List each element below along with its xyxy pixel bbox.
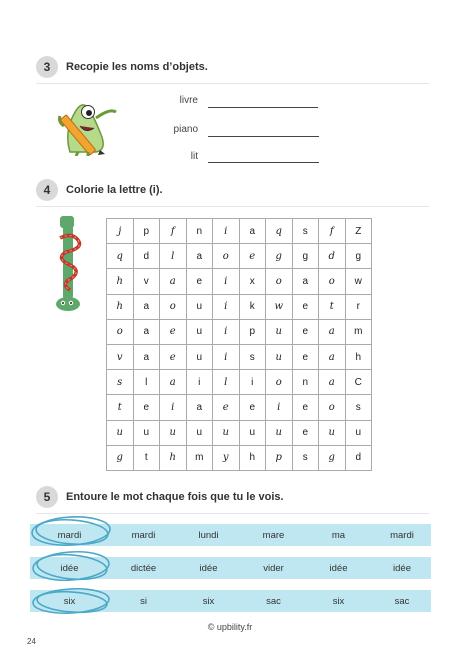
grid-letter-cell[interactable]: f [319,219,346,244]
word-choice[interactable]: dictée [113,557,174,579]
grid-letter-cell[interactable]: s [345,395,372,420]
grid-row [107,319,372,344]
grid-letter-cell[interactable]: o [266,269,293,294]
grid-row [107,269,372,294]
grid-letter-cell[interactable]: i [266,395,293,420]
grid-letter-cell[interactable]: a [186,395,213,420]
word-choice[interactable]: ma [308,524,369,546]
grid-letter-cell[interactable]: a [239,219,266,244]
object-word: piano [173,124,198,135]
letter-grid [106,218,372,471]
grid-letter-cell[interactable]: a [319,319,346,344]
exercise-number-badge: 4 [36,179,58,201]
model-word: six [30,590,109,612]
grid-letter-cell[interactable]: p [133,219,160,244]
word-choice[interactable]: vider [243,557,304,579]
grid-row [107,244,372,269]
grid-letter-cell[interactable]: d [133,244,160,269]
grid-letter-cell[interactable]: m [345,319,372,344]
grid-letter-cell[interactable]: e [239,244,266,269]
grid-letter-cell[interactable]: p [239,319,266,344]
grid-letter-cell[interactable]: y [213,445,240,470]
grid-letter-cell[interactable]: h [239,445,266,470]
grid-letter-cell[interactable]: s [292,219,319,244]
copyright: © upbility.fr [207,622,253,632]
writing-line[interactable] [208,136,319,137]
grid-letter-cell[interactable]: a [292,269,319,294]
grid-letter-cell[interactable]: p [266,445,293,470]
grid-letter-cell[interactable]: u [160,420,187,445]
grid-letter-cell[interactable]: o [160,294,187,319]
grid-letter-cell[interactable]: a [160,370,187,395]
grid-letter-cell[interactable]: w [345,269,372,294]
grid-letter-cell[interactable]: i [213,319,240,344]
word-choice[interactable]: lundi [178,524,239,546]
grid-letter-cell[interactable]: C [345,370,372,395]
word-choice[interactable]: si [113,590,174,612]
grid-letter-cell[interactable]: o [319,269,346,294]
grid-letter-cell[interactable]: o [107,319,134,344]
grid-letter-cell[interactable]: j [107,219,134,244]
grid-letter-cell[interactable]: h [345,344,372,369]
word-choice[interactable]: idée [373,557,431,579]
grid-letter-cell[interactable]: i [160,395,187,420]
grid-letter-cell[interactable]: e [292,294,319,319]
grid-letter-cell[interactable]: u [133,420,160,445]
grid-letter-cell[interactable]: t [133,445,160,470]
grid-letter-cell[interactable]: u [319,420,346,445]
model-word-circles [28,514,114,614]
grid-letter-cell[interactable]: a [319,370,346,395]
word-choice[interactable]: mardi [373,524,431,546]
word-choice[interactable]: idée [178,557,239,579]
exercise-number-badge: 5 [36,486,58,508]
grid-letter-cell[interactable]: a [133,294,160,319]
grid-letter-cell[interactable]: e [292,395,319,420]
grid-letter-cell[interactable]: e [186,269,213,294]
grid-letter-cell[interactable]: e [292,344,319,369]
grid-letter-cell[interactable]: d [319,244,346,269]
exercise-number-badge: 3 [36,56,58,78]
grid-letter-cell[interactable]: g [292,244,319,269]
grid-letter-cell[interactable]: i [186,370,213,395]
grid-letter-cell[interactable]: a [133,319,160,344]
grid-letter-cell[interactable]: u [266,344,293,369]
grid-letter-cell[interactable]: f [160,219,187,244]
word-choice[interactable]: six [178,590,239,612]
grid-letter-cell[interactable]: a [160,269,187,294]
grid-row [107,344,372,369]
grid-letter-cell[interactable]: e [292,319,319,344]
grid-letter-cell[interactable]: e [213,395,240,420]
grid-letter-cell[interactable]: i [213,269,240,294]
grid-letter-cell[interactable]: h [107,269,134,294]
grid-letter-cell[interactable]: n [186,219,213,244]
grid-letter-cell[interactable]: w [266,294,293,319]
grid-letter-cell[interactable]: m [186,445,213,470]
grid-letter-cell[interactable]: u [186,420,213,445]
grid-row [107,395,372,420]
grid-letter-cell[interactable]: u [345,420,372,445]
model-word: mardi [30,524,109,546]
grid-letter-cell[interactable]: v [133,269,160,294]
grid-letter-cell[interactable]: x [239,269,266,294]
grid-letter-cell[interactable]: g [345,244,372,269]
grid-letter-cell[interactable]: v [107,344,134,369]
grid-row [107,445,372,470]
writing-line[interactable] [208,107,318,108]
exercise-instruction: Recopie les noms d’objets. [66,61,208,73]
exercise-instruction: Entoure le mot chaque fois que tu le vois. [66,491,284,503]
object-word: lit [190,151,198,162]
grid-letter-cell[interactable]: a [319,344,346,369]
grid-letter-cell[interactable]: o [213,244,240,269]
grid-letter-cell[interactable]: h [107,294,134,319]
grid-letter-cell[interactable]: d [345,445,372,470]
grid-letter-cell[interactable]: t [319,294,346,319]
writing-line[interactable] [208,162,319,163]
grid-letter-cell[interactable]: o [266,370,293,395]
grid-letter-cell[interactable]: Z [345,219,372,244]
section-divider [36,83,429,84]
grid-letter-cell[interactable]: s [292,445,319,470]
grid-letter-cell[interactable]: t [107,395,134,420]
grid-letter-cell[interactable]: q [107,244,134,269]
grid-letter-cell[interactable]: k [239,294,266,319]
word-choice[interactable]: mare [243,524,304,546]
grid-letter-cell[interactable]: u [186,319,213,344]
grid-letter-cell[interactable]: l [160,244,187,269]
grid-row [107,370,372,395]
grid-letter-cell[interactable]: g [266,244,293,269]
grid-letter-cell[interactable]: i [213,219,240,244]
word-choice[interactable]: idée [308,557,369,579]
grid-letter-cell[interactable]: e [292,420,319,445]
letter-i-snake-illustration [54,214,86,314]
grid-letter-cell[interactable]: u [239,420,266,445]
grid-letter-cell[interactable]: l [133,370,160,395]
exercise-instruction: Colorie la lettre (i). [66,184,163,196]
grid-letter-cell[interactable]: n [292,370,319,395]
word-choice[interactable]: sac [373,590,431,612]
grid-row [107,294,372,319]
grid-letter-cell[interactable]: h [160,445,187,470]
grid-letter-cell[interactable]: e [160,319,187,344]
grid-letter-cell[interactable]: u [266,319,293,344]
model-word: idée [30,557,109,579]
grid-letter-cell[interactable]: u [266,420,293,445]
grid-letter-cell[interactable]: u [107,420,134,445]
section-divider [36,206,429,207]
word-choice[interactable]: six [308,590,369,612]
grid-row [107,219,372,244]
grid-letter-cell[interactable]: i [239,370,266,395]
grid-letter-cell[interactable]: s [239,344,266,369]
grid-letter-cell[interactable]: q [266,219,293,244]
grid-letter-cell[interactable]: u [213,420,240,445]
grid-letter-cell[interactable]: i [213,294,240,319]
grid-letter-cell[interactable]: e [239,395,266,420]
grid-letter-cell[interactable]: i [213,344,240,369]
grid-letter-cell[interactable]: r [345,294,372,319]
page-number: 24 [27,637,36,646]
grid-letter-cell[interactable]: u [186,344,213,369]
word-choice[interactable]: sac [243,590,304,612]
grid-letter-cell[interactable]: s [107,370,134,395]
grid-letter-cell[interactable]: a [133,344,160,369]
grid-row [107,420,372,445]
grid-letter-cell[interactable]: e [133,395,160,420]
grid-letter-cell[interactable]: u [186,294,213,319]
grid-letter-cell[interactable]: a [186,244,213,269]
word-choice[interactable]: mardi [113,524,174,546]
grid-letter-cell[interactable]: g [107,445,134,470]
grid-letter-cell[interactable]: o [319,395,346,420]
grid-letter-cell[interactable]: e [160,344,187,369]
object-word: livre [179,95,198,106]
grid-letter-cell[interactable]: g [319,445,346,470]
grid-letter-cell[interactable]: l [213,370,240,395]
monster-pencil-illustration [56,92,128,156]
